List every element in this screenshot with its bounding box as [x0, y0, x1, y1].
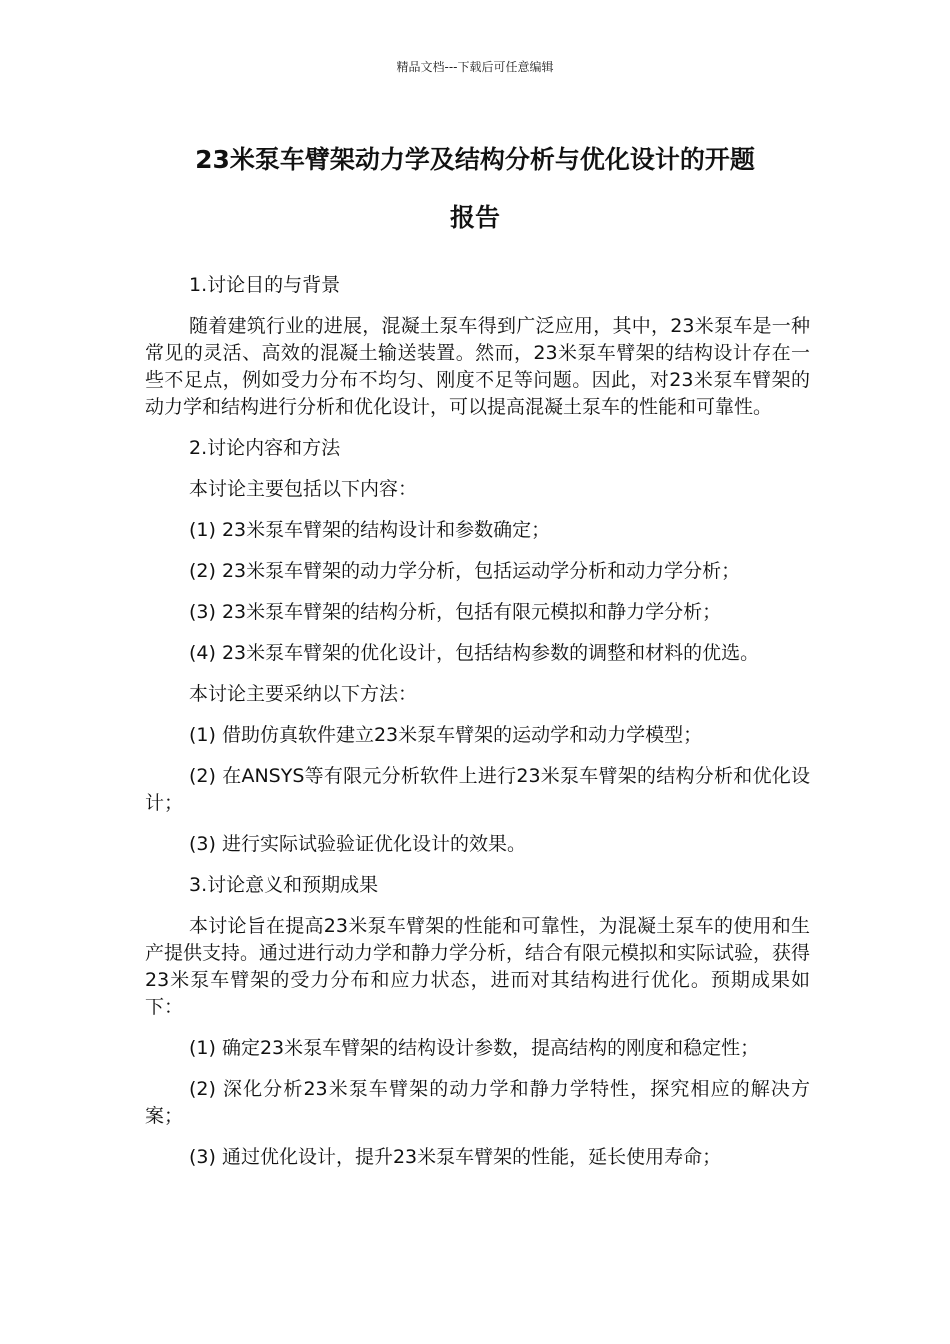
section-heading-2: 2.讨论内容和方法: [189, 437, 341, 459]
document-title-line-1: 23米泵车臂架动力学及结构分析与优化设计的开题: [195, 145, 755, 174]
background-paragraph: 随着建筑行业的进展，混凝土泵车得到广泛应用，其中，23米泵车是一种常见的灵活、高效的混凝土输送装置。然而，23米泵车臂架的结构设计存在一些不足点，例如受力分布不均匀、刚度不足等问题。因此，对23米泵车臂架的动力学和结构进行分析和优化设计，可以提高混凝土泵车的性能和可靠性。: [145, 315, 810, 418]
method-item-3: (3) 进行实际试验验证优化设计的效果。: [189, 833, 526, 855]
significance-paragraph: 本讨论旨在提高23米泵车臂架的性能和可靠性，为混凝土泵车的使用和生产提供支持。通过进行动力学和静力学分析，结合有限元模拟和实际试验，获得23米泵车臂架的受力分布和应力状态，进而对其结构进行优化。预期成果如下：: [145, 915, 811, 1018]
content-intro: 本讨论主要包括以下内容：: [189, 478, 418, 500]
section-heading-1: 1.讨论目的与背景: [189, 274, 341, 296]
method-item-1: (1) 借助仿真软件建立23米泵车臂架的运动学和动力学模型；: [189, 724, 703, 746]
content-item-3: (3) 23米泵车臂架的结构分析，包括有限元模拟和静力学分析；: [189, 601, 722, 623]
content-item-1: (1) 23米泵车臂架的结构设计和参数确定；: [189, 519, 551, 541]
outcome-item-3: (3) 通过优化设计，提升23米泵车臂架的性能，延长使用寿命；: [189, 1146, 722, 1168]
outcome-item-2: (2) 深化分析23米泵车臂架的动力学和静力学特性，探究相应的解决方案；: [145, 1078, 810, 1127]
content-item-4: (4) 23米泵车臂架的优化设计，包括结构参数的调整和材料的优选。: [189, 642, 760, 664]
outcome-item-1: (1) 确定23米泵车臂架的结构设计参数，提高结构的刚度和稳定性；: [189, 1037, 760, 1059]
method-item-2: (2) 在ANSYS等有限元分析软件上进行23米泵车臂架的结构分析和优化设计；: [145, 765, 810, 814]
section-heading-3: 3.讨论意义和预期成果: [189, 874, 379, 896]
document-body: [145, 272, 810, 1185]
content-item-2: (2) 23米泵车臂架的动力学分析，包括运动学分析和动力学分析；: [189, 560, 741, 582]
methods-intro: 本讨论主要采纳以下方法：: [189, 683, 418, 705]
header-note: 精品文档---下载后可任意编辑: [396, 60, 554, 74]
document-title-line-2: 报告: [449, 203, 500, 232]
